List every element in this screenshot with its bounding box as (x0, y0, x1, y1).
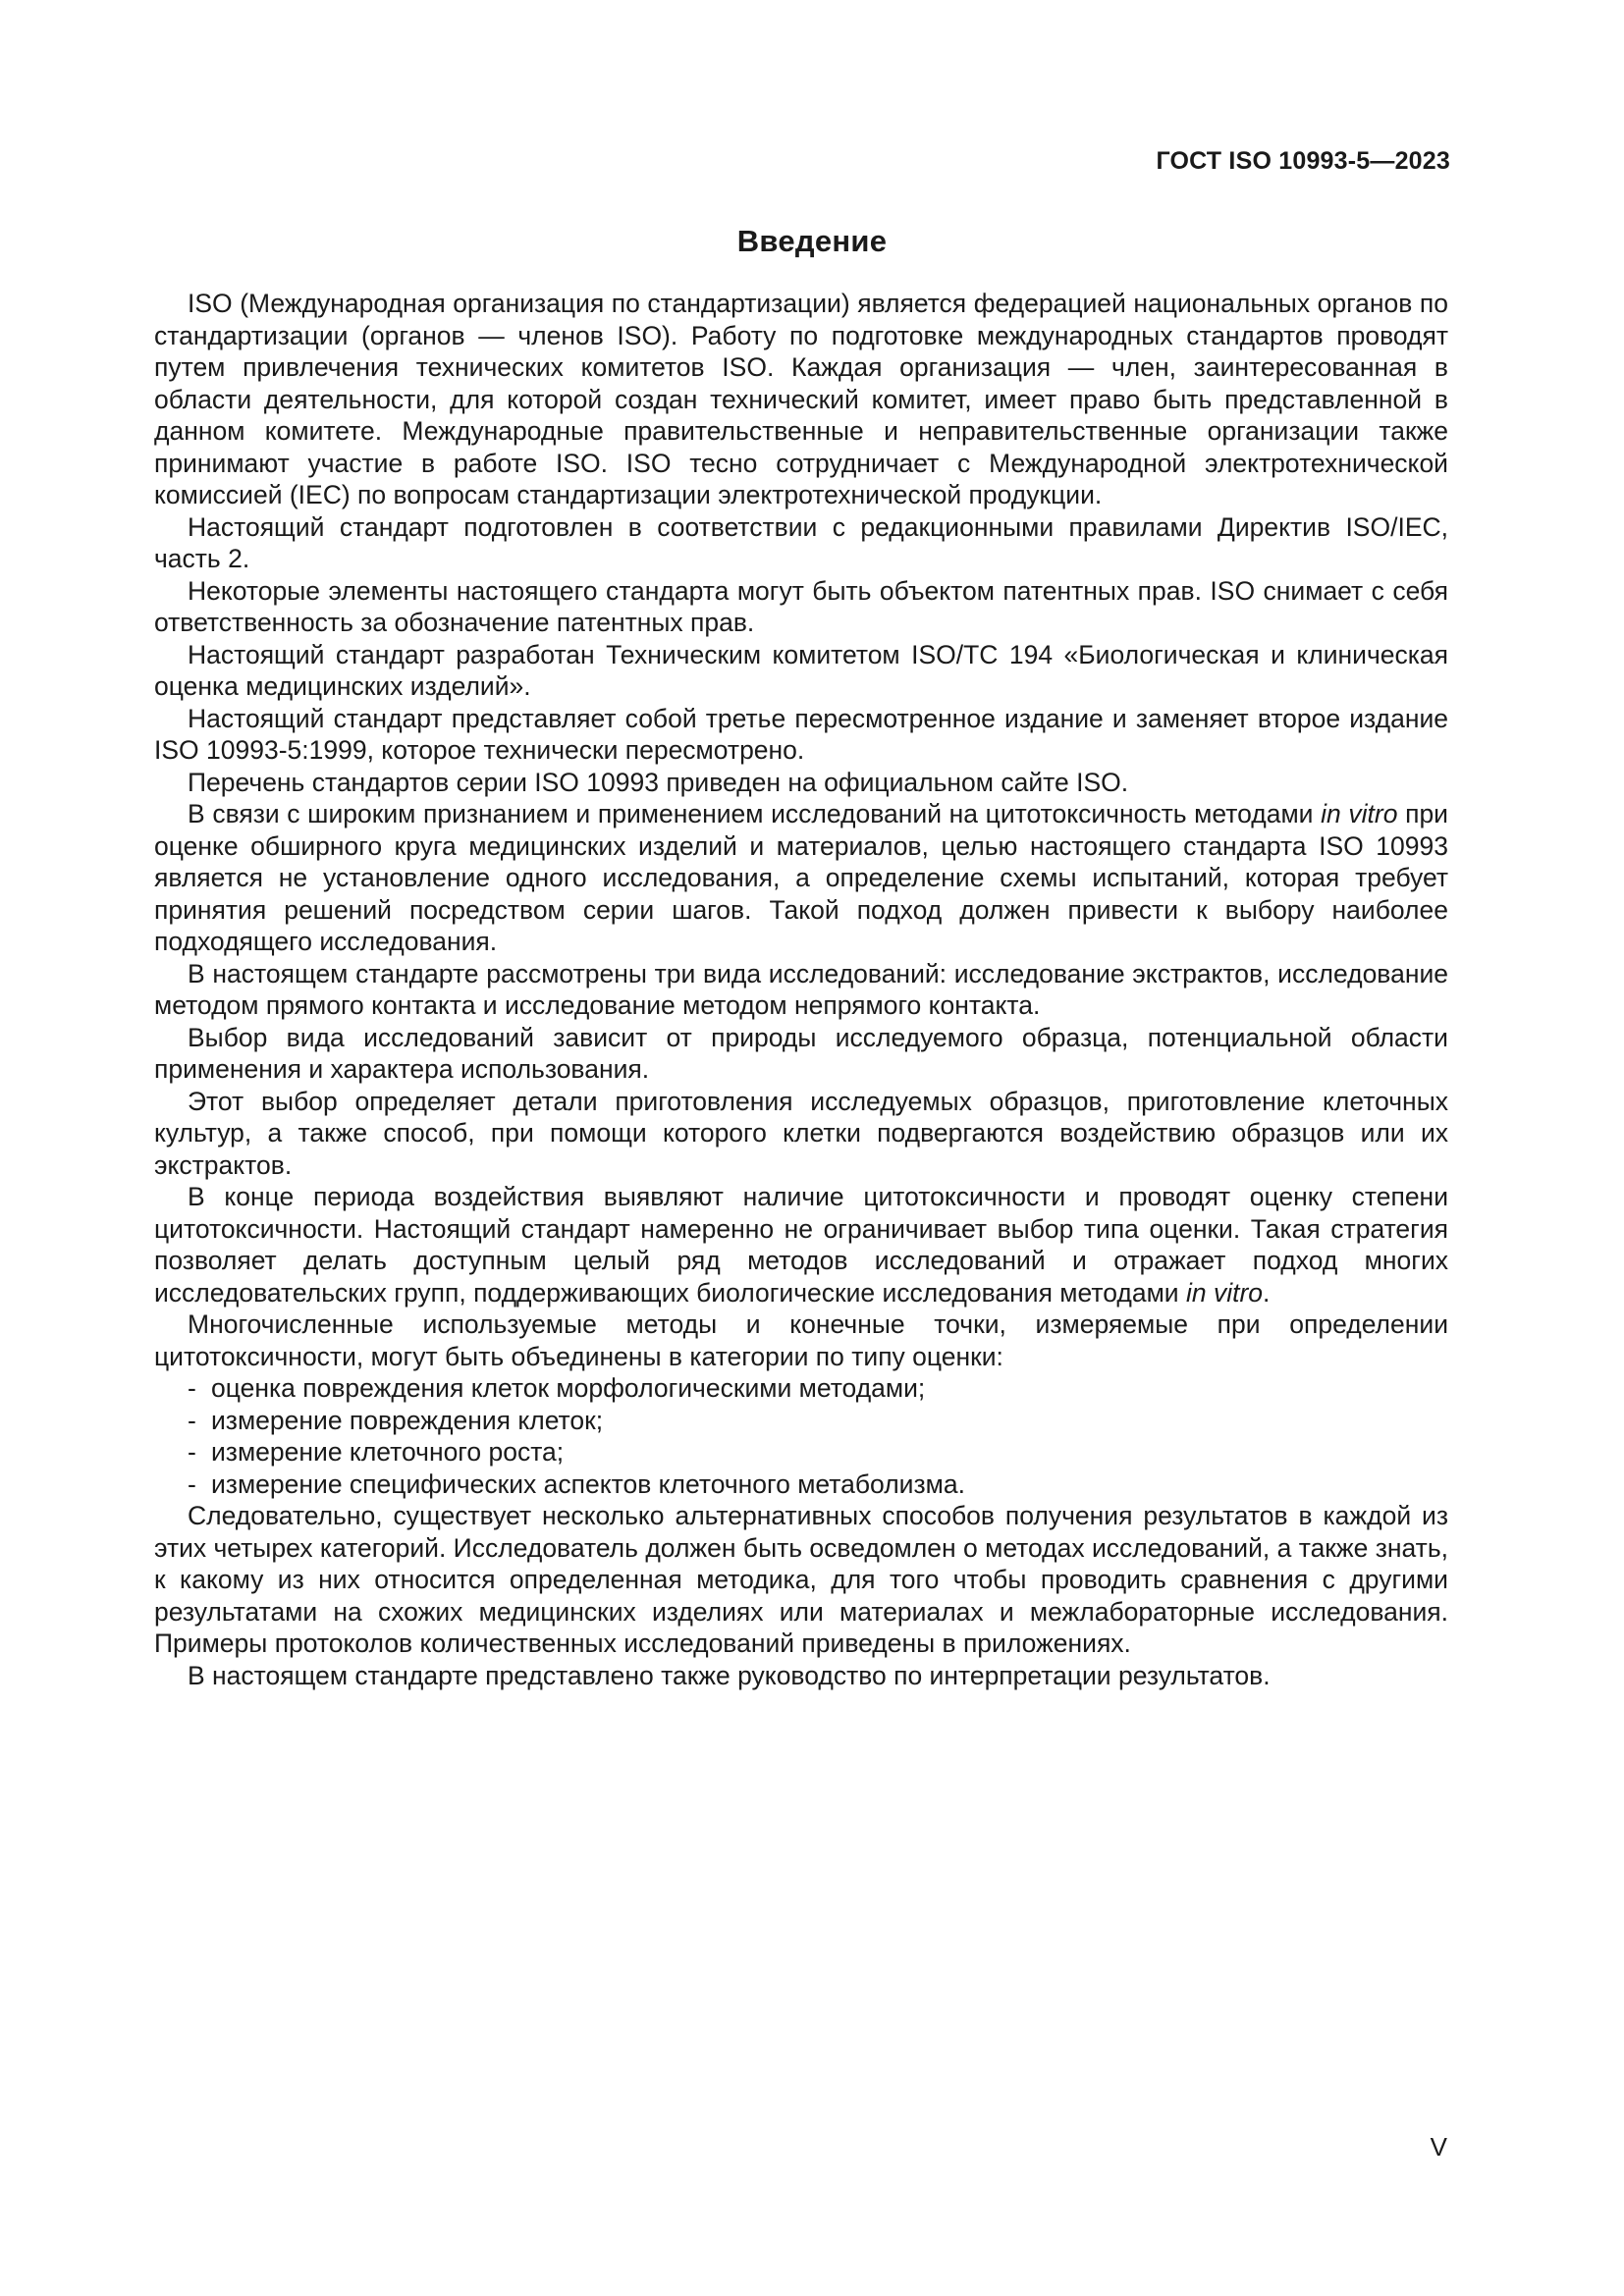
paragraph: Следовательно, существует несколько альтернативных способов получения результатов в каждой из этих четырех категорий. Исследователь должен быть осведомлен о методах исследований, а также знать, к какому из них относится определенная методика, для того чтобы проводить сравнения с другими результатами на схожих медицинских изделиях или материалах и межлабораторные исследования. Примеры протоколов количественных исследований приведены в приложениях. (154, 1501, 1448, 1658)
paragraph: Выбор вида исследований зависит от природы исследуемого образца, потенциальной области применения и характера использования. (154, 1022, 1448, 1084)
category-list (154, 1372, 1448, 1500)
list-item (154, 1372, 1448, 1405)
document-body (154, 288, 1448, 1691)
paragraph (154, 1181, 1448, 1308)
dash-bullet: - (188, 1373, 196, 1403)
paragraph: Этот выбор определяет детали приготовления исследуемых образцов, приготовление клеточных культур, а также способ, при помощи которого клетки подвергаются воздействию образцов или их экстрактов. (154, 1086, 1448, 1180)
list-item-text: измерение повреждения клеток; (211, 1405, 604, 1435)
paragraph: Настоящий стандарт подготовлен в соответствии с редакционными правилами Директив ISO/IEC, часть 2. (154, 511, 1448, 573)
list-item (154, 1468, 1448, 1501)
list-item-text: измерение клеточного роста; (211, 1437, 565, 1467)
paragraph: Настоящий стандарт представляет собой третье пересмотренное издание и заменяет второе издание ISO 10993-5:1999, которое технически пересмотрено. (154, 703, 1448, 765)
paragraph: Многочисленные используемые методы и конечные точки, измеряемые при определении цитотоксичности, могут быть объединены в категории по типу оценки: (154, 1309, 1448, 1371)
paragraph: Настоящий стандарт разработан Техническим комитетом ISO/TC 194 «Биологическая и клиническая оценка медицинских изделий». (154, 639, 1448, 701)
italic-term: in vitro (1185, 1277, 1264, 1308)
page-number: V (1430, 2132, 1447, 2162)
paragraph (154, 798, 1448, 958)
italic-term: in vitro (1321, 799, 1398, 828)
dash-bullet: - (188, 1468, 196, 1499)
list-item-text: измерение специфических аспектов клеточного метаболизма. (211, 1468, 965, 1499)
section-title: Введение (736, 224, 888, 258)
dash-bullet: - (188, 1405, 196, 1435)
paragraph: Некоторые элементы настоящего стандарта могут быть объектом патентных прав. ISO снимает с себя ответственность за обозначение патентных прав. (154, 575, 1448, 637)
document-code: ГОСТ ISO 10993-5—2023 (1156, 147, 1450, 175)
list-item-text: оценка повреждения клеток морфологическими методами; (211, 1373, 926, 1403)
paragraph-text: . (1263, 1277, 1271, 1308)
list-item (154, 1436, 1448, 1468)
paragraph: В настоящем стандарте рассмотрены три вида исследований: исследование экстрактов, исследование методом прямого контакта и исследование методом непрямого контакта. (154, 958, 1448, 1020)
paragraph: В настоящем стандарте представлено также руководство по интерпретации результатов. (188, 1660, 1271, 1690)
paragraph: ISO (Международная организация по стандартизации) является федерацией национальных органов по стандартизации (органов — членов ISO). Работу по подготовке международных стандартов проводят путем привлечения технических комитетов ISO. Каждая организация — член, заинтересованная в области деятельности, для которой создан технический комитет, имеет право быть представленной в данном комитете. Международные правительственные и неправительственные организации также принимают участие в работе ISO. ISO тесно сотрудничает с Международной электротехнической комиссией (IEC) по вопросам стандартизации электротехнической продукции. (154, 289, 1448, 509)
paragraph-text: В связи с широким признанием и применением исследований на цитотоксичность методами (188, 799, 1322, 828)
dash-bullet: - (188, 1437, 196, 1467)
paragraph-text: В конце периода воздействия выявляют наличие цитотоксичности и проводят оценку степени цитотоксичности. Настоящий стандарт намеренно не ограничивает выбор типа оценки. Такая стратегия позволяет делать доступным целый ряд методов исследований и отражает подход многих исследовательских групп, поддерживающих биологические исследования методами (154, 1182, 1448, 1308)
paragraph-text: при оценке обширного круга медицинских изделий и материалов, целью настоящего стандарта ISO 10993 является не установление одного исследования, а определение схемы испытаний, которая требует принятия решений посредством серии шагов. Такой подход должен привести к выбору наиболее подходящего исследования. (154, 799, 1448, 956)
paragraph: Перечень стандартов серии ISO 10993 приведен на официальном сайте ISO. (188, 767, 1129, 797)
list-item (154, 1405, 1448, 1437)
